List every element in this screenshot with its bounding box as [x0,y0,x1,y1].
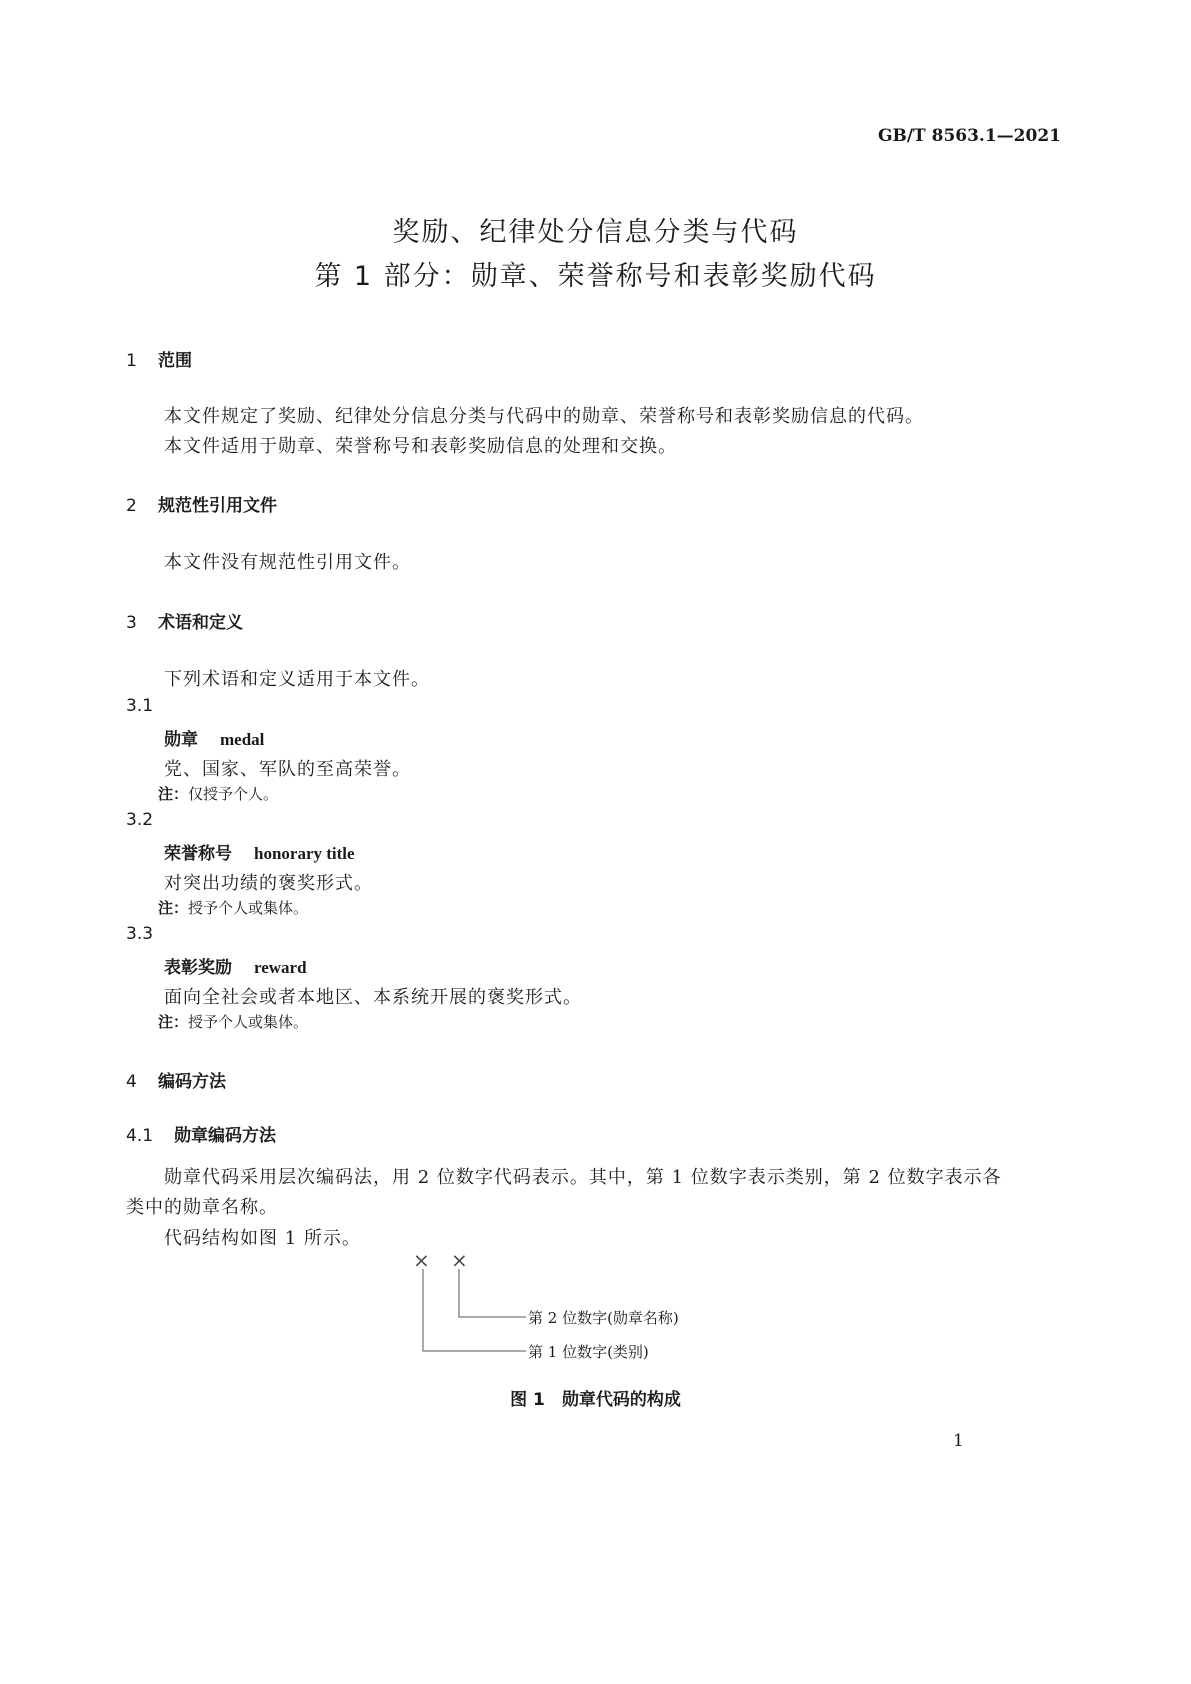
term-entry [164,953,307,978]
subsection-title: 勋章编码方法 [174,1126,276,1146]
subsection-4-1-paragraph-1-line-1: 勋章代码采用层次编码法，用 2 位数字代码表示。其中，第 1 位数字表示类别，第 2 位数字表示各 [164,1167,1002,1188]
term-note [158,783,278,804]
note-label: 注： [158,899,189,917]
digit-1-leader-line [423,1269,526,1351]
note-text: 授予个人或集体。 [188,1013,309,1031]
standard-number: GB/T 8563.1—2021 [877,126,1061,146]
subsection-4-1-paragraph-2: 代码结构如图 1 所示。 [164,1228,361,1249]
term-number: 3.3 [126,924,154,944]
note-text: 仅授予个人。 [188,785,279,803]
code-digit-1-mark: × [413,1248,430,1272]
term-zh: 荣誉称号 [164,844,232,864]
note-label: 注： [158,785,189,803]
digit-1-label: 第 1 位数字(类别) [528,1343,649,1361]
subsection-number: 4.1 [126,1126,154,1146]
note-text: 授予个人或集体。 [188,899,309,917]
note-label: 注： [158,1013,189,1031]
term-entry [164,839,355,864]
subsection-4-1-heading [126,1121,276,1146]
section-number: 1 [126,351,137,371]
term-definition: 对突出功绩的褒奖形式。 [164,873,373,894]
section-1-paragraph-1: 本文件规定了奖励、纪律处分信息分类与代码中的勋章、荣誉称号和表彰奖励信息的代码。 [164,406,924,427]
term-number: 3.1 [126,696,154,716]
term-note [158,897,308,918]
section-1-heading [126,346,192,371]
code-digit-2-mark: × [451,1248,468,1272]
term-zh: 勋章 [164,730,198,750]
section-number: 3 [126,613,137,633]
section-title: 范围 [158,351,192,371]
section-title: 编码方法 [158,1072,226,1092]
term-number: 3.2 [126,810,154,830]
term-zh: 表彰奖励 [164,958,232,978]
term-note [158,1011,308,1032]
section-1-paragraph-2: 本文件适用于勋章、荣誉称号和表彰奖励信息的处理和交换。 [164,436,677,457]
term-definition: 党、国家、军队的至高荣誉。 [164,759,411,780]
code-structure-lines [410,1265,530,1361]
document-title-line2: 第 1 部分：勋章、荣誉称号和表彰奖励代码 [314,261,877,292]
page-number: 1 [953,1431,964,1451]
term-en: honorary title [254,844,355,863]
digit-2-leader-line [459,1269,526,1317]
term-definition: 面向全社会或者本地区、本系统开展的褒奖形式。 [164,987,582,1008]
section-3-paragraph-1: 下列术语和定义适用于本文件。 [164,669,430,690]
section-number: 4 [126,1072,137,1092]
subsection-4-1-paragraph-1-line-2: 类中的勋章名称。 [126,1197,278,1218]
term-entry [164,725,264,750]
document-title-line1: 奖励、纪律处分信息分类与代码 [392,217,799,248]
section-2-paragraph-1: 本文件没有规范性引用文件。 [164,552,411,573]
figure-caption: 图 1 勋章代码的构成 [510,1390,681,1410]
section-4-heading [126,1067,226,1092]
section-3-heading [126,608,243,633]
term-en: medal [220,730,265,749]
term-en: reward [254,958,307,977]
section-title: 规范性引用文件 [158,496,277,516]
section-2-heading [126,491,277,516]
section-title: 术语和定义 [158,613,243,633]
section-number: 2 [126,496,137,516]
digit-2-label: 第 2 位数字(勋章名称) [528,1309,679,1327]
